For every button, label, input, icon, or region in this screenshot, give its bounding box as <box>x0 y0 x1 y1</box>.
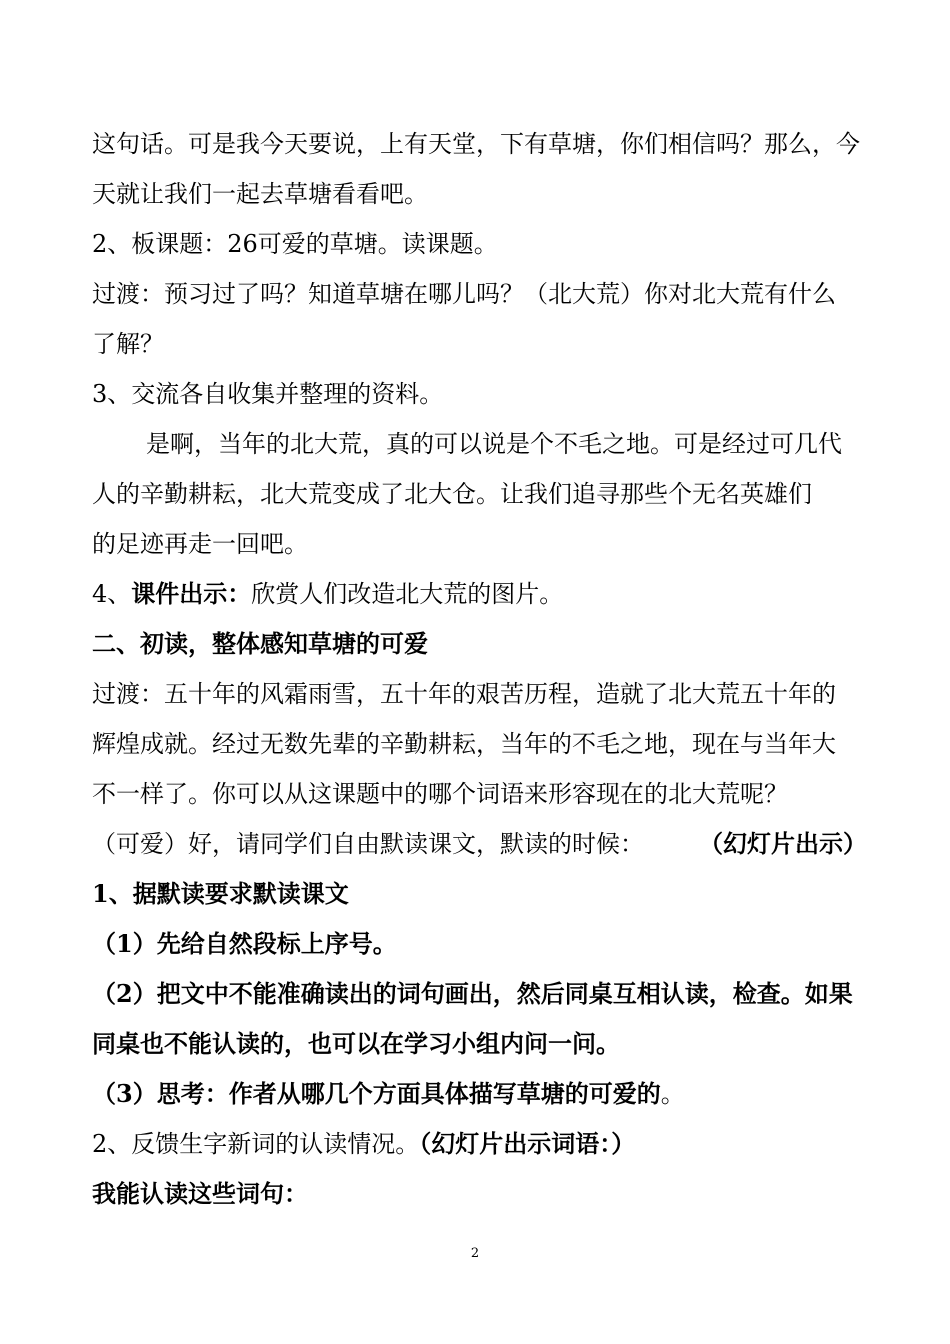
item-text: 欣赏人们改造北大荒的图片。 <box>251 580 564 608</box>
subheading: 我能认读这些词句： <box>92 1179 308 1208</box>
text-line: 天就让我们一起去草塘看看吧。 <box>92 180 428 208</box>
text-line: 3、交流各自收集并整理的资料。 <box>92 380 444 408</box>
subheading: 1、据默读要求默读课文 <box>92 879 349 908</box>
requirement-item: 同桌也不能认读的，也可以在学习小组内问一问。 <box>92 1029 620 1058</box>
text-line: 不一样了。你可以从这课题中的哪个词语来形容现在的北大荒呢？ <box>92 780 788 808</box>
text-line: 了解？ <box>92 330 164 358</box>
item-number: 4、 <box>92 580 132 608</box>
page-number: 2 <box>470 1246 480 1261</box>
slide-note: （幻灯片出示词语：） <box>419 1129 636 1158</box>
line-text: （可爱）好，请同学们自由默读课文，默读的时候： <box>92 830 644 858</box>
text-line: 人的辛勤耕耘，北大荒变成了北大仓。让我们追寻那些个无名英雄们 <box>92 480 812 508</box>
requirement-item: （2）把文中不能准确读出的词句画出，然后同桌互相认读，检查。如果 <box>92 979 853 1008</box>
requirement-item: （1）先给自然段标上序号。 <box>92 929 397 958</box>
bold-label: 课件出示： <box>131 579 252 608</box>
line-text: 2、反馈生字新词的认读情况。 <box>92 1130 420 1158</box>
text-line <box>92 1128 867 1160</box>
text-line: 辉煌成就。经过无数先辈的辛勤耕耘，当年的不毛之地，现在与当年大 <box>92 730 836 758</box>
text-line: 的足迹再走一回吧。 <box>92 530 308 558</box>
text-line: 2、板课题：26可爱的草塘。读课题。 <box>92 230 498 258</box>
section-heading: 二、初读，整体感知草塘的可爱 <box>92 629 428 658</box>
text-line <box>92 1078 867 1110</box>
slide-note: （幻灯片出示） <box>699 829 867 858</box>
text-line: 过渡：预习过了吗？知道草塘在哪儿吗？（北大荒）你对北大荒有什么 <box>92 280 836 308</box>
punctuation: 。 <box>660 1080 685 1108</box>
text-line <box>92 578 867 610</box>
text-line <box>92 828 867 860</box>
text-line: 这句话。可是我今天要说，上有天堂，下有草塘，你们相信吗？那么，今 <box>92 130 860 158</box>
text-line: 过渡：五十年的风霜雨雪，五十年的艰苦历程，造就了北大荒五十年的 <box>92 680 836 708</box>
requirement-item: （3）思考：作者从哪几个方面具体描写草塘的可爱的 <box>92 1079 661 1108</box>
text-line: 是啊，当年的北大荒，真的可以说是个不毛之地。可是经过可几代 <box>146 430 842 458</box>
